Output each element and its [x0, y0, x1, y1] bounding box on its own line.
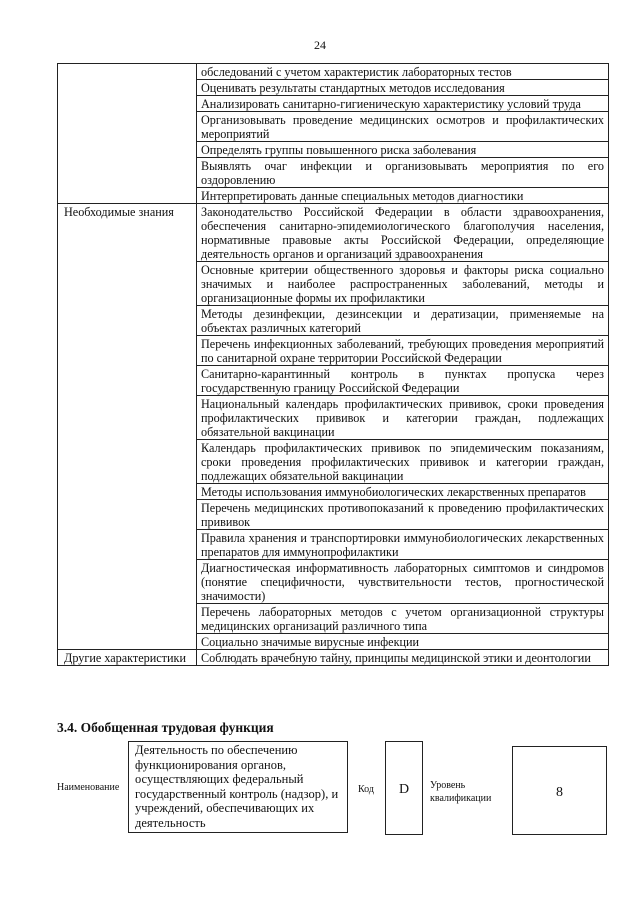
section-heading: 3.4. Обобщенная трудовая функция: [57, 720, 274, 735]
code-value-box: D: [385, 741, 423, 835]
description-cell: Основные критерии общественного здоровья и факторы риска социально значимых и наиболее распространенных заболеваний, методы и организационные формы их профилактики: [197, 262, 609, 306]
description-cell: Выявлять очаг инфекции и организовывать мероприятия по его оздоровлению: [197, 158, 609, 188]
category-cell: [58, 64, 197, 204]
description-cell: Перечень лабораторных методов с учетом организационной структуры медицинских организаций различного типа: [197, 604, 609, 634]
description-cell: Организовывать проведение медицинских осмотров и профилактических мероприятий: [197, 112, 609, 142]
description-cell: Методы дезинфекции, дезинсекции и дератизации, применяемые на объектах различных категорий: [197, 306, 609, 336]
description-cell: Методы использования иммунобиологических лекарственных препаратов: [197, 484, 609, 500]
description-cell: Определять группы повышенного риска заболевания: [197, 142, 609, 158]
function-name-box: Деятельность по обеспечению функционирования органов, осуществляющих федеральный государственный контроль (надзор), и учреждений, обеспечивающих их деятельность: [128, 741, 348, 833]
description-cell: Национальный календарь профилактических прививок, сроки проведения профилактических прививок и категории граждан, подлежащих обязательной вакцинации: [197, 396, 609, 440]
description-cell: Правила хранения и транспортировки иммунобиологических лекарственных препаратов для иммунопрофилактики: [197, 530, 609, 560]
table-row: [58, 650, 609, 666]
description-cell: обследований с учетом характеристик лабораторных тестов: [197, 64, 609, 80]
description-cell: Перечень медицинских противопоказаний к проведению профилактических прививок: [197, 500, 609, 530]
skills-table: [57, 63, 609, 666]
description-cell: Социально значимые вирусные инфекции: [197, 634, 609, 650]
category-cell: Другие характеристики: [58, 650, 197, 666]
description-cell: Санитарно-карантинный контроль в пунктах пропуска через государственную границу Российской Федерации: [197, 366, 609, 396]
description-cell: Интерпретировать данные специальных методов диагностики: [197, 188, 609, 204]
level-label: Уровень квалификации: [430, 780, 492, 804]
description-cell: Анализировать санитарно-гигиеническую характеристику условий труда: [197, 96, 609, 112]
skills-table-body: [58, 64, 609, 666]
page-number: 24: [314, 38, 326, 52]
description-cell: Соблюдать врачебную тайну, принципы медицинской этики и деонтологии: [197, 650, 609, 666]
name-label: Наименование: [57, 782, 120, 793]
description-cell: Оценивать результаты стандартных методов исследования: [197, 80, 609, 96]
description-cell: Диагностическая информативность лабораторных симптомов и синдромов (понятие специфичности, чувствительности тестов, прогностической значимости): [197, 560, 609, 604]
table-row: [58, 64, 609, 80]
description-cell: Календарь профилактических прививок по эпидемическим показаниям, сроки проведения профилактических прививок и категории граждан, подлежащих обязательной вакцинации: [197, 440, 609, 484]
code-label: Код: [358, 784, 374, 795]
level-value-box: 8: [512, 746, 607, 835]
category-cell: Необходимые знания: [58, 204, 197, 650]
table-row: [58, 204, 609, 262]
description-cell: Перечень инфекционных заболеваний, требующих проведения мероприятий по санитарной охране территории Российской Федерации: [197, 336, 609, 366]
description-cell: Законодательство Российской Федерации в области здравоохранения, обеспечения санитарно-эпидемиологического благополучия населения, нормативные правовые акты Российской Федерации, определяющие деятельность органов и организаций здравоохранения: [197, 204, 609, 262]
